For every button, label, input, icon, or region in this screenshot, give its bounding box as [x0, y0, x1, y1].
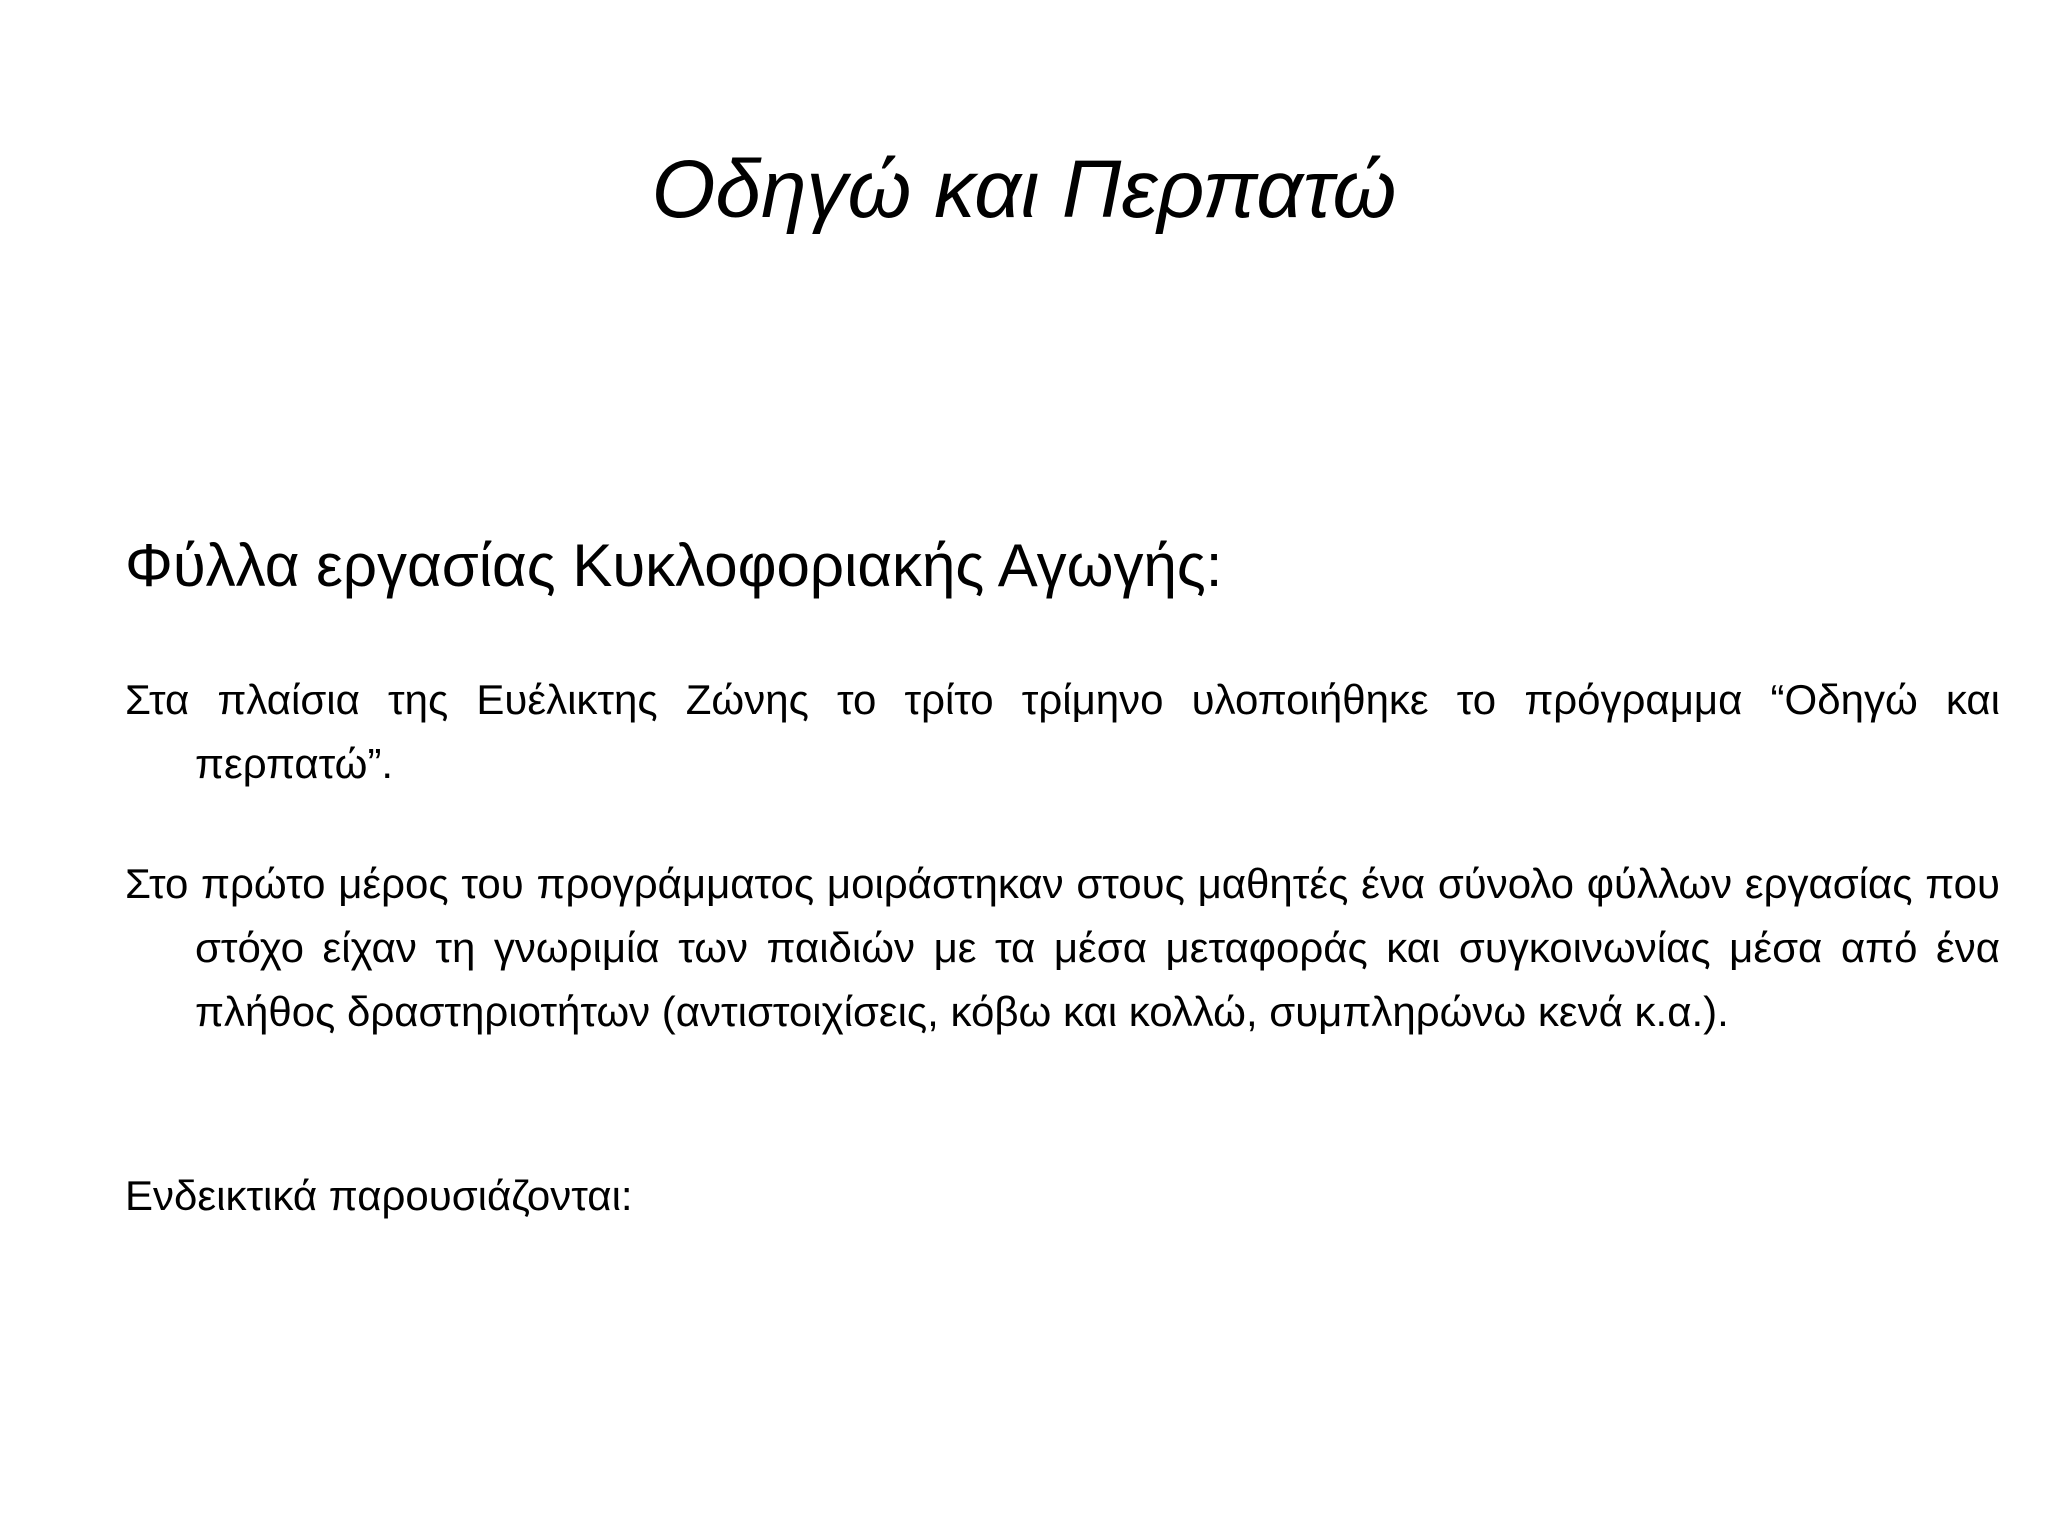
paragraph-intro: Στα πλαίσια της Ευέλικτης Ζώνης το τρίτο τρίμηνο υλοποιήθηκε το πρόγραμμα “Οδηγώ και περπατώ”. — [125, 676, 2000, 787]
paragraph-indicative: Ενδεικτικά παρουσιάζονται: — [125, 1172, 633, 1219]
paragraph-first-part: Στο πρώτο μέρος του προγράμματος μοιράστηκαν στους μαθητές ένα σύνολο φύλλων εργασίας που στόχο είχαν τη γνωριμία των παιδιών με τα μέσα μεταφοράς και συγκοινωνίας μέσα από ένα πλήθος δραστηριοτήτων (αντιστοιχίσεις, κόβω και κολλώ, συμπληρώνω κενά κ.α.). — [125, 860, 2000, 1035]
slide-subtitle: Φύλλα εργασίας Κυκλοφοριακής Αγωγής: — [125, 532, 1223, 599]
slide-title: Οδηγώ και Περπατώ — [651, 144, 1397, 235]
